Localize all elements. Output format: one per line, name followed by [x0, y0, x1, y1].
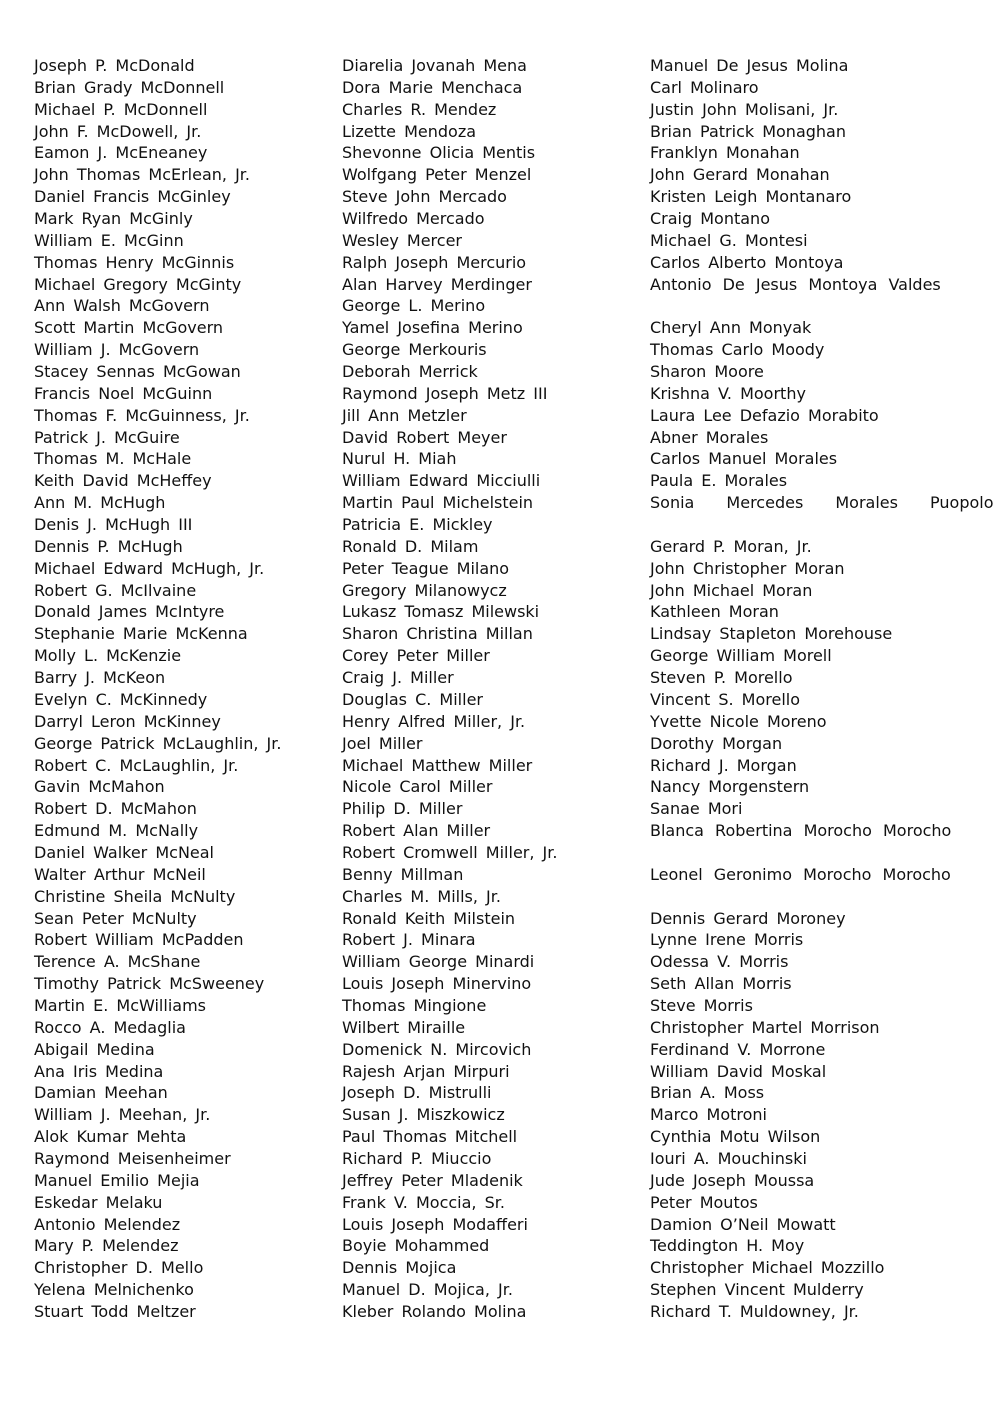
name-entry: Sonia Mercedes Morales Puopolo	[650, 493, 994, 513]
name-entry: Edmund M. McNally	[34, 821, 199, 841]
name-entry: Michael Gregory McGinty	[34, 274, 242, 294]
name-entry: Teddington H. Moy	[650, 1236, 805, 1256]
name-entry: Eskedar Melaku	[34, 1192, 163, 1212]
name-entry: William J. McGovern	[34, 340, 200, 360]
name-entry: Sharon Moore	[650, 362, 764, 382]
blank-line	[650, 886, 970, 908]
name-entry: Benny Millman	[342, 864, 464, 884]
name-entry: John Thomas McErlean, Jr.	[34, 165, 250, 185]
name-entry: Carlos Alberto Montoya	[650, 252, 844, 272]
name-entry: Jude Joseph Moussa	[650, 1170, 815, 1190]
name-entry: Stacey Sennas McGowan	[34, 362, 241, 382]
name-entry: Corey Peter Miller	[342, 646, 490, 666]
name-entry: Domenick N. Mircovich	[342, 1039, 532, 1059]
name-entry: Patricia E. Mickley	[342, 515, 493, 535]
name-entry: Joel Miller	[342, 733, 423, 753]
name-entry: Stephanie Marie McKenna	[34, 624, 248, 644]
name-entry: Thomas M. McHale	[34, 449, 192, 469]
name-entry: Robert C. McLaughlin, Jr.	[34, 755, 239, 775]
name-entry: Daniel Francis McGinley	[34, 187, 231, 207]
name-entry: Robert J. Minara	[342, 930, 476, 950]
name-entry: Richard P. Miuccio	[342, 1148, 492, 1168]
name-entry: Thomas Mingione	[342, 995, 487, 1015]
name-entry: Jeffrey Peter Mladenik	[342, 1170, 523, 1190]
name-entry: Diarelia Jovanah Mena	[342, 56, 527, 75]
name-entry: Sharon Christina Millan	[342, 624, 533, 644]
name-entry: Charles R. Mendez	[342, 99, 497, 119]
name-entry: George Merkouris	[342, 340, 487, 360]
name-entry: Darryl Leron McKinney	[34, 711, 221, 731]
name-entry: William George Minardi	[342, 952, 535, 972]
name-entry: Eamon J. McEneaney	[34, 143, 208, 163]
blank-line	[650, 295, 970, 317]
name-entry: Richard J. Morgan	[650, 755, 797, 775]
name-entry: Peter Teague Milano	[342, 558, 510, 578]
name-entry: Stuart Todd Meltzer	[34, 1301, 196, 1321]
name-entry: Ralph Joseph Mercurio	[342, 252, 527, 272]
name-entry: John Gerard Monahan	[650, 165, 830, 185]
name-entry: Kathleen Moran	[650, 602, 779, 622]
name-entry: George Patrick McLaughlin, Jr.	[34, 733, 282, 753]
name-entry: Ferdinand V. Morrone	[650, 1039, 826, 1059]
name-entry: Frank V. Moccia, Sr.	[342, 1192, 505, 1212]
name-entry: Paul Thomas Mitchell	[342, 1127, 518, 1147]
name-entry: Keith David McHeffey	[34, 471, 212, 491]
name-entry: Gavin McMahon	[34, 777, 165, 797]
name-entry: Yamel Josefina Merino	[342, 318, 523, 338]
name-entry: Jill Ann Metzler	[342, 405, 467, 425]
name-entry: Vincent S. Morello	[650, 689, 800, 709]
name-entry: Thomas Carlo Moody	[650, 340, 825, 360]
name-entry: Robert William McPadden	[34, 930, 244, 950]
name-entry: Philip D. Miller	[342, 799, 463, 819]
name-column-1	[34, 55, 324, 1323]
name-entry: Sean Peter McNulty	[34, 908, 197, 928]
name-column-2	[342, 55, 632, 1323]
name-entry: Mark Ryan McGinly	[34, 209, 193, 229]
name-entry: Paula E. Morales	[650, 471, 788, 491]
name-entry: Damian Meehan	[34, 1083, 168, 1103]
name-entry: Robert D. McMahon	[34, 799, 197, 819]
name-entry: John F. McDowell, Jr.	[34, 121, 202, 141]
name-entry: William David Moskal	[650, 1061, 827, 1081]
name-entry: Joseph D. Mistrulli	[342, 1083, 492, 1103]
name-entry: Deborah Merrick	[342, 362, 478, 382]
name-entry: Manuel De Jesus Molina	[650, 56, 849, 75]
name-entry: Dennis P. McHugh	[34, 536, 183, 556]
name-entry: Stephen Vincent Mulderry	[650, 1280, 864, 1300]
name-entry: Steve Morris	[650, 995, 753, 1015]
name-entry: Wolfgang Peter Menzel	[342, 165, 532, 185]
name-entry: Walter Arthur McNeil	[34, 864, 206, 884]
name-entry: Lindsay Stapleton Morehouse	[650, 624, 893, 644]
name-entry: Martin Paul Michelstein	[342, 493, 534, 513]
name-entry: Ronald Keith Milstein	[342, 908, 516, 928]
name-entry: Ana Iris Medina	[34, 1061, 164, 1081]
name-entry: Brian Patrick Monaghan	[650, 121, 846, 141]
name-entry: Brian A. Moss	[650, 1083, 765, 1103]
name-entry: Robert G. McIlvaine	[34, 580, 197, 600]
name-entry: Nurul H. Miah	[342, 449, 457, 469]
name-entry: William E. McGinn	[34, 230, 184, 250]
name-entry: Iouri A. Mouchinski	[650, 1148, 807, 1168]
name-entry: Dennis Mojica	[342, 1258, 457, 1278]
name-entry: Donald James McIntyre	[34, 602, 225, 622]
name-entry: Lizette Mendoza	[342, 121, 477, 141]
name-entry: Carlos Manuel Morales	[650, 449, 838, 469]
name-entry: Wilbert Miraille	[342, 1017, 466, 1037]
name-entry: Timothy Patrick McSweeney	[34, 974, 265, 994]
name-entry: Ann Walsh McGovern	[34, 296, 210, 316]
name-entry: Charles M. Mills, Jr.	[342, 886, 501, 906]
name-entry: Krishna V. Moorthy	[650, 383, 806, 403]
name-entry: Scott Martin McGovern	[34, 318, 224, 338]
name-entry: Yvette Nicole Moreno	[650, 711, 827, 731]
name-entry: Manuel D. Mojica, Jr.	[342, 1280, 513, 1300]
name-entry: Daniel Walker McNeal	[34, 842, 214, 862]
name-entry: Carl Molinaro	[650, 77, 759, 97]
name-entry: William Edward Micciulli	[342, 471, 541, 491]
name-entry: Craig J. Miller	[342, 668, 454, 688]
name-entry: Christine Sheila McNulty	[34, 886, 236, 906]
name-entry: Christopher D. Mello	[34, 1258, 204, 1278]
name-entry: Abner Morales	[650, 427, 769, 447]
name-entry: Antonio De Jesus Montoya Valdes	[650, 274, 941, 294]
name-entry: John Christopher Moran	[650, 558, 845, 578]
name-entry: Abigail Medina	[34, 1039, 155, 1059]
name-entry: Joseph P. McDonald	[34, 56, 195, 75]
name-entry: Thomas F. McGuinness, Jr.	[34, 405, 250, 425]
name-entry: Alan Harvey Merdinger	[342, 274, 532, 294]
name-entry: Evelyn C. McKinnedy	[34, 689, 208, 709]
name-entry: Nancy Morgenstern	[650, 777, 810, 797]
name-entry: Susan J. Miszkowicz	[342, 1105, 505, 1125]
name-entry: Wilfredo Mercado	[342, 209, 485, 229]
name-entry: Rocco A. Medaglia	[34, 1017, 186, 1037]
name-entry: Alok Kumar Mehta	[34, 1127, 187, 1147]
name-entry: Nicole Carol Miller	[342, 777, 493, 797]
name-entry: George William Morell	[650, 646, 832, 666]
name-entry: Wesley Mercer	[342, 230, 462, 250]
name-entry: Michael Matthew Miller	[342, 755, 533, 775]
name-entry: Brian Grady McDonnell	[34, 77, 225, 97]
name-entry: Rajesh Arjan Mirpuri	[342, 1061, 510, 1081]
name-entry: Christopher Martel Morrison	[650, 1017, 880, 1037]
name-entry: Molly L. McKenzie	[34, 646, 182, 666]
name-entry: Blanca Robertina Morocho Morocho	[650, 821, 952, 841]
name-entry: Denis J. McHugh III	[34, 515, 193, 535]
blank-line	[650, 842, 970, 864]
name-entry: Ann M. McHugh	[34, 493, 166, 513]
name-entry: Louis Joseph Minervino	[342, 974, 532, 994]
name-entry: Robert Cromwell Miller, Jr.	[342, 842, 558, 862]
name-entry: Boyie Mohammed	[342, 1236, 490, 1256]
name-entry: Michael Edward McHugh, Jr.	[34, 558, 265, 578]
blank-line	[650, 514, 970, 536]
name-entry: Seth Allan Morris	[650, 974, 792, 994]
name-entry: Martin E. McWilliams	[34, 995, 206, 1015]
name-entry: Dora Marie Menchaca	[342, 77, 523, 97]
name-entry: Dorothy Morgan	[650, 733, 783, 753]
name-entry: Laura Lee Defazio Morabito	[650, 405, 879, 425]
name-entry: Mary P. Melendez	[34, 1236, 179, 1256]
name-entry: Richard T. Muldowney, Jr.	[650, 1301, 859, 1321]
name-entry: Gregory Milanowycz	[342, 580, 507, 600]
name-entry: George L. Merino	[342, 296, 486, 316]
name-entry: Leonel Geronimo Morocho Morocho	[650, 864, 951, 884]
name-column-3	[650, 55, 994, 1323]
name-entry: Odessa V. Morris	[650, 952, 789, 972]
name-entry: Yelena Melnichenko	[34, 1280, 194, 1300]
name-entry: Antonio Melendez	[34, 1214, 181, 1234]
name-entry: Lukasz Tomasz Milewski	[342, 602, 540, 622]
name-entry: Shevonne Olicia Mentis	[342, 143, 536, 163]
name-entry: Marco Motroni	[650, 1105, 767, 1125]
name-entry: Craig Montano	[650, 209, 770, 229]
name-entry: Gerard P. Moran, Jr.	[650, 536, 812, 556]
name-entry: Christopher Michael Mozzillo	[650, 1258, 885, 1278]
name-entry: Francis Noel McGuinn	[34, 383, 213, 403]
name-entry: Lynne Irene Morris	[650, 930, 804, 950]
name-entry: Thomas Henry McGinnis	[34, 252, 235, 272]
name-entry: Louis Joseph Modafferi	[342, 1214, 528, 1234]
name-entry: Terence A. McShane	[34, 952, 201, 972]
name-entry: Barry J. McKeon	[34, 668, 166, 688]
name-entry: Kristen Leigh Montanaro	[650, 187, 852, 207]
name-entry: Raymond Meisenheimer	[34, 1148, 231, 1168]
name-entry: David Robert Meyer	[342, 427, 507, 447]
name-entry: Michael G. Montesi	[650, 230, 808, 250]
name-entry: Justin John Molisani, Jr.	[650, 99, 839, 119]
name-entry: Sanae Mori	[650, 799, 743, 819]
name-entry: Dennis Gerard Moroney	[650, 908, 846, 928]
name-entry: Robert Alan Miller	[342, 821, 491, 841]
name-entry: John Michael Moran	[650, 580, 813, 600]
name-entry: Raymond Joseph Metz III	[342, 383, 548, 403]
name-entry: Henry Alfred Miller, Jr.	[342, 711, 526, 731]
name-entry: Franklyn Monahan	[650, 143, 800, 163]
name-entry: Douglas C. Miller	[342, 689, 483, 709]
name-entry: Kleber Rolando Molina	[342, 1301, 527, 1321]
name-entry: Damion O’Neil Mowatt	[650, 1214, 836, 1234]
name-entry: Cheryl Ann Monyak	[650, 318, 812, 338]
name-entry: Cynthia Motu Wilson	[650, 1127, 821, 1147]
name-entry: Steve John Mercado	[342, 187, 507, 207]
name-entry: Peter Moutos	[650, 1192, 758, 1212]
name-entry: Ronald D. Milam	[342, 536, 479, 556]
name-entry: Patrick J. McGuire	[34, 427, 180, 447]
name-entry: Steven P. Morello	[650, 668, 793, 688]
name-entry: William J. Meehan, Jr.	[34, 1105, 211, 1125]
name-entry: Michael P. McDonnell	[34, 99, 208, 119]
name-entry: Manuel Emilio Mejia	[34, 1170, 200, 1190]
